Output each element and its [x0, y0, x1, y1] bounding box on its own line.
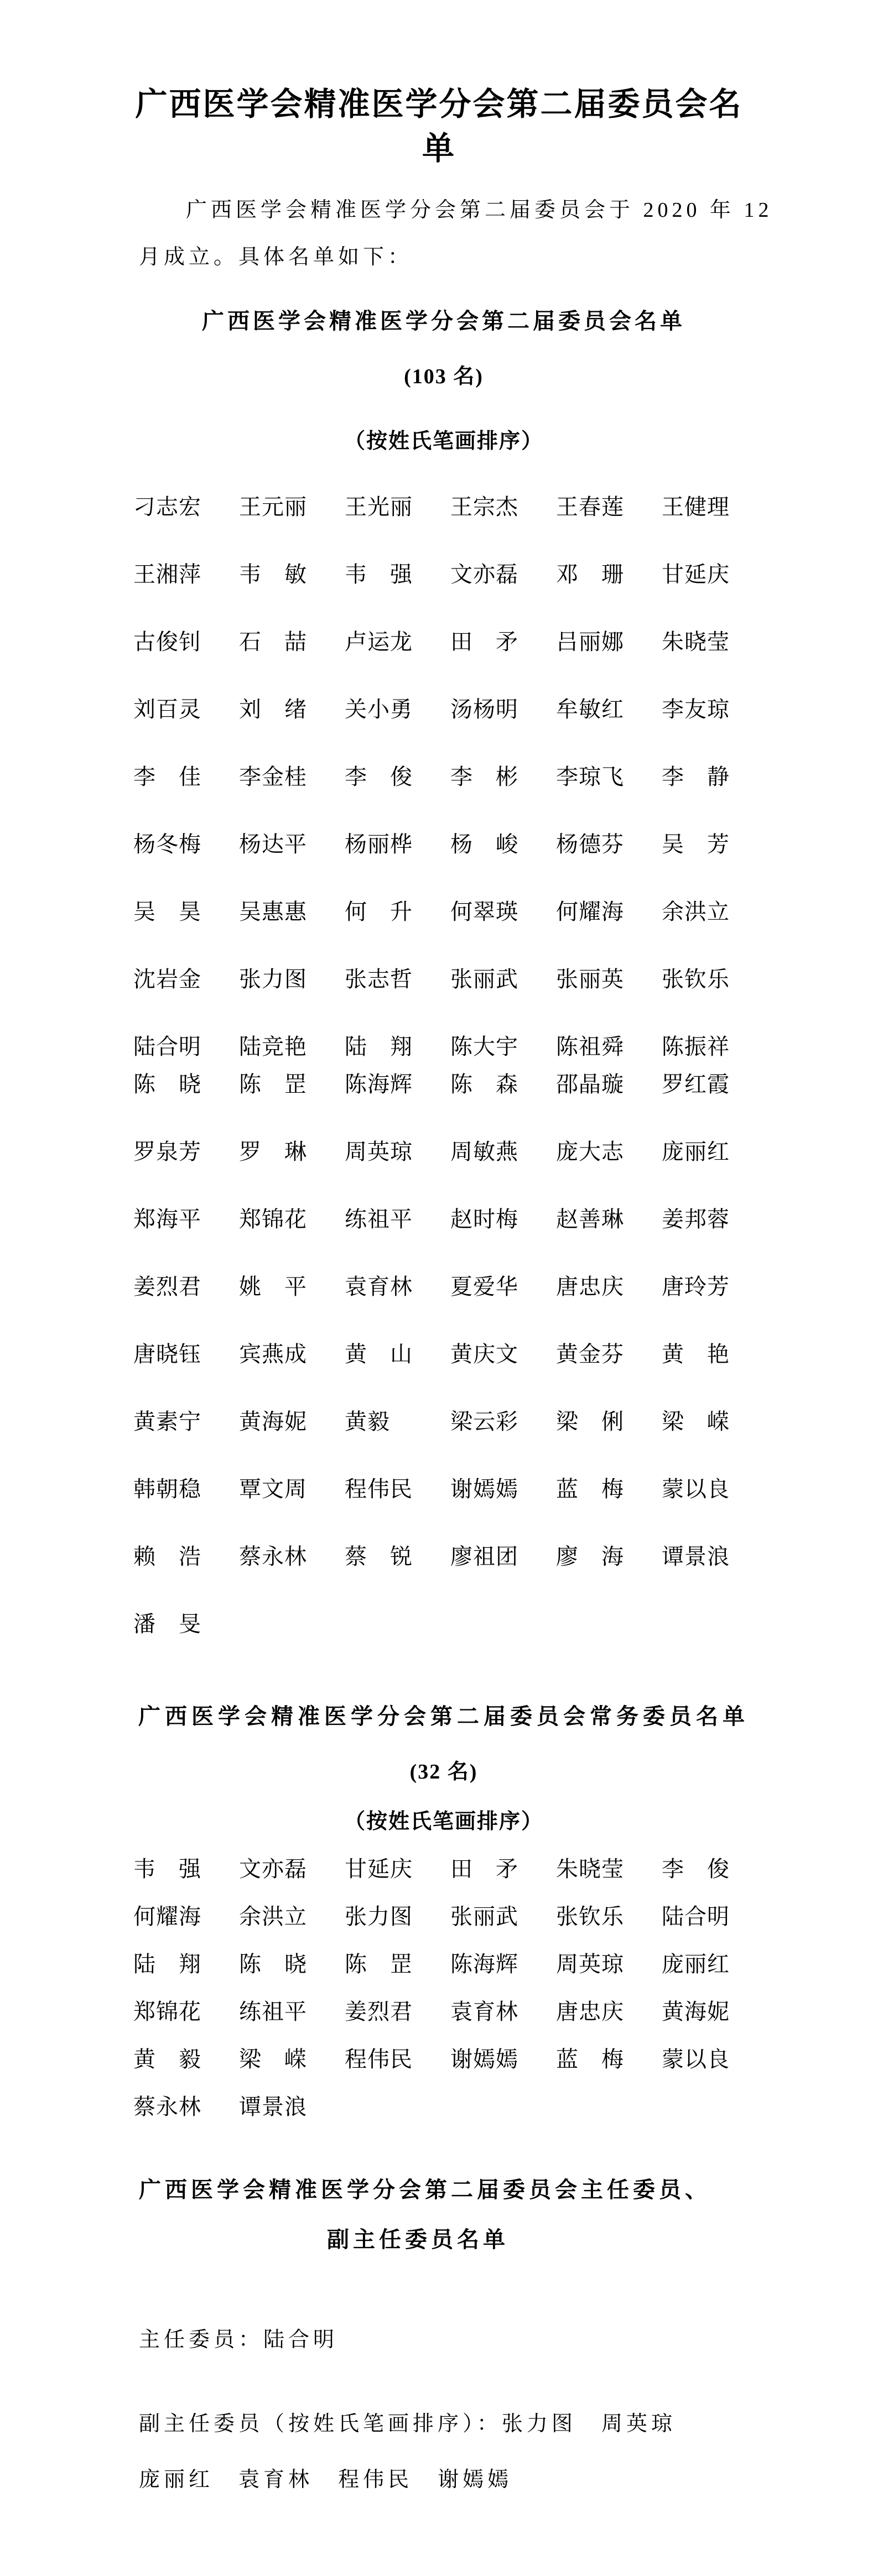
member-name: 沈岩金 [133, 967, 201, 992]
member-row [133, 1139, 864, 1165]
member-name: 程伟民 [345, 2047, 413, 2072]
chair-name: 陆合明 [263, 2328, 339, 2351]
member-name: 陈 森 [450, 1072, 518, 1097]
member-name: 谢嫣嫣 [450, 1477, 518, 1501]
member-name: 刁志宏 [133, 494, 201, 519]
member-name: 陆 翔 [345, 1034, 413, 1059]
member-name: 张丽英 [556, 967, 624, 992]
member-name: 田 矛 [450, 629, 518, 654]
member-name: 陈振祥 [662, 1034, 730, 1059]
member-name: 杨 峻 [450, 832, 518, 857]
standing-sort-wrap [139, 1806, 749, 1837]
member-name: 唐晓钰 [133, 1342, 201, 1367]
member-name: 蔡永林 [239, 1544, 307, 1569]
member-name: 黄海妮 [239, 1409, 307, 1434]
member-row [133, 1611, 864, 1638]
committee-sort-wrap [139, 426, 749, 457]
member-name: 谭景浪 [662, 1544, 730, 1569]
member-name: 王春莲 [556, 494, 624, 519]
member-name: 庞大志 [556, 1139, 624, 1164]
member-row [133, 629, 864, 655]
member-name: 梁 俐 [556, 1409, 624, 1434]
member-name: 田 矛 [450, 1857, 518, 1881]
member-row [133, 831, 864, 858]
member-name: 李 俊 [345, 764, 413, 789]
member-name: 韦 强 [345, 562, 413, 587]
member-name: 余洪立 [662, 899, 730, 924]
intro-line-2: 月成立。具体名单如下： [139, 246, 413, 269]
member-row [133, 899, 864, 925]
member-name: 甘延庆 [662, 562, 730, 587]
member-name: 陈海辉 [450, 1952, 518, 1977]
member-name: 陈 晓 [239, 1952, 307, 1977]
member-name: 韦 强 [133, 1857, 201, 1881]
member-name: 梁 嵘 [239, 2047, 307, 2072]
member-name: 何翠瑛 [450, 899, 518, 924]
member-name: 何 升 [345, 899, 413, 924]
member-name: 王元丽 [239, 494, 307, 519]
vice-chair-name: 谢嫣嫣 [438, 2468, 513, 2491]
member-name: 罗红霞 [662, 1072, 730, 1097]
standing-section-heading: 广西医学会精准医学分会第二届委员会常务委员名单 [138, 1704, 749, 1729]
member-name: 陆合明 [133, 1034, 201, 1059]
member-name: 姜烈君 [133, 1274, 201, 1299]
member-row [133, 966, 864, 993]
member-name: 梁 嵘 [662, 1409, 730, 1434]
member-name: 练祖平 [345, 1207, 413, 1232]
intro-line-1: 广西医学会精准医学分会第二届委员会于 2020 年 12 [186, 199, 773, 222]
member-name: 杨达平 [239, 832, 307, 857]
member-name: 赵时梅 [450, 1207, 518, 1232]
standing-section-heading-wrap [139, 1701, 749, 1732]
member-name: 罗 琳 [239, 1139, 307, 1164]
member-row [133, 1951, 864, 1978]
member-name: 汤杨明 [450, 697, 518, 722]
member-name: 陈 罡 [239, 1072, 307, 1097]
member-name: 李 彬 [450, 764, 518, 789]
chair-label: 主任委员： [139, 2328, 264, 2351]
member-name: 宾燕成 [239, 1342, 307, 1367]
standing-sort-note: （按姓氏笔画排序） [344, 1810, 543, 1833]
member-row [133, 1904, 864, 1930]
member-row [133, 1071, 864, 1098]
member-name: 石 喆 [239, 629, 307, 654]
leaders-section-heading [139, 2175, 749, 2255]
member-row [133, 1274, 864, 1300]
member-row [133, 2094, 864, 2120]
member-name: 罗泉芳 [133, 1139, 201, 1164]
member-name: 唐忠庆 [556, 1274, 624, 1299]
member-name: 邓 珊 [556, 562, 624, 587]
member-name: 蒙以良 [662, 1477, 730, 1501]
member-name: 杨冬梅 [133, 832, 201, 857]
standing-count-wrap [139, 1756, 749, 1787]
member-row [133, 1856, 864, 1883]
member-row [133, 494, 864, 520]
vice-chair-names-group-1 [502, 2412, 676, 2436]
member-name: 文亦磊 [239, 1857, 307, 1881]
member-name: 谭景浪 [239, 2094, 307, 2119]
member-row [133, 1206, 864, 1233]
standing-count-note: (32 名) [409, 1760, 478, 1784]
member-name: 李 佳 [133, 764, 201, 789]
member-name: 朱晓莹 [556, 1857, 624, 1881]
member-name: 王光丽 [345, 494, 413, 519]
member-name: 廖 海 [556, 1544, 624, 1569]
committee-count-note: (103 名) [404, 365, 484, 388]
committee-sort-note: （按姓氏笔画排序） [344, 430, 543, 453]
member-name: 牟敏红 [556, 697, 624, 722]
vice-chair-line-2 [139, 2467, 878, 2493]
chair-line [139, 2327, 878, 2353]
member-name: 姜邦蓉 [662, 1207, 730, 1232]
member-name: 谢嫣嫣 [450, 2047, 518, 2072]
member-name: 蔡永林 [133, 2094, 201, 2119]
member-name: 关小勇 [345, 697, 413, 722]
member-row [133, 696, 864, 723]
member-name: 杨德芬 [556, 832, 624, 857]
vice-chair-label: 副主任委员（按姓氏笔画排序）： [139, 2412, 502, 2436]
member-name: 姜烈君 [345, 1999, 413, 2024]
member-name: 黄金芬 [556, 1342, 624, 1367]
member-name: 张志哲 [345, 967, 413, 992]
member-name: 刘百灵 [133, 697, 201, 722]
member-name: 张丽武 [450, 1904, 518, 1929]
committee-section-heading-wrap [139, 306, 749, 337]
member-name: 赵善琳 [556, 1207, 624, 1232]
member-name: 吕丽娜 [556, 629, 624, 654]
member-name: 李 静 [662, 764, 730, 789]
member-name: 陆合明 [662, 1904, 730, 1929]
member-name: 李琼飞 [556, 764, 624, 789]
member-name: 李友琼 [662, 697, 730, 722]
member-name: 刘 绪 [239, 697, 307, 722]
member-row [133, 1034, 864, 1060]
member-name: 庞丽红 [662, 1139, 730, 1164]
committee-count-wrap [139, 361, 749, 392]
member-name: 潘 旻 [133, 1612, 201, 1636]
member-row [133, 1341, 864, 1368]
member-name: 蓝 梅 [556, 2047, 624, 2072]
member-name: 庞丽红 [662, 1952, 730, 1977]
member-name: 李 俊 [662, 1857, 730, 1881]
member-name: 陈 罡 [345, 1952, 413, 1977]
member-name: 覃文周 [239, 1477, 307, 1501]
member-row [133, 561, 864, 588]
member-name: 蓝 梅 [556, 1477, 624, 1501]
member-name: 黄 艳 [662, 1342, 730, 1367]
member-name: 陈海辉 [345, 1072, 413, 1097]
member-name: 赖 浩 [133, 1544, 201, 1569]
member-name: 梁云彩 [450, 1409, 518, 1434]
member-name: 练祖平 [239, 1999, 307, 2024]
vice-chair-name: 庞丽红 [139, 2468, 214, 2491]
leaders-heading-line-1: 广西医学会精准医学分会第二届委员会主任委员、 [139, 2177, 711, 2202]
member-name: 王健理 [662, 494, 730, 519]
member-name: 王宗杰 [450, 494, 518, 519]
member-row [133, 1543, 864, 1570]
member-name: 黄毅 [345, 1409, 390, 1434]
member-name: 甘延庆 [345, 1857, 413, 1881]
member-name: 古俊钊 [133, 629, 201, 654]
member-name: 文亦磊 [450, 562, 518, 587]
member-name: 吴 芳 [662, 832, 730, 857]
member-name: 袁育林 [345, 1274, 413, 1299]
committee-member-grid [133, 494, 864, 1638]
member-name: 卢运龙 [345, 629, 413, 654]
member-name: 夏爱华 [450, 1274, 518, 1299]
leaders-heading-line-2: 副主任委员名单 [327, 2227, 509, 2252]
member-name: 陆 翔 [133, 1952, 201, 1977]
vice-chair-name: 袁育林 [238, 2468, 314, 2491]
member-name: 韩朝稳 [133, 1477, 201, 1501]
member-name: 张力图 [345, 1904, 413, 1929]
member-name: 吴惠惠 [239, 899, 307, 924]
intro-paragraph [139, 187, 773, 281]
member-name: 陈祖舜 [556, 1034, 624, 1059]
member-name: 朱晓莹 [662, 629, 730, 654]
standing-member-grid [133, 1856, 864, 2120]
member-row [133, 2046, 864, 2073]
member-name: 蒙以良 [662, 2047, 730, 2072]
member-row [133, 764, 864, 790]
member-name: 黄 毅 [133, 2047, 201, 2072]
member-name: 周英琼 [345, 1139, 413, 1164]
document-title [0, 82, 878, 171]
member-name: 何耀海 [556, 899, 624, 924]
member-name: 程伟民 [345, 1477, 413, 1501]
member-name: 郑锦花 [133, 1999, 201, 2024]
document-title-line-1: 广西医学会精准医学分会第二届委员会名 [135, 86, 743, 122]
member-name: 余洪立 [239, 1904, 307, 1929]
member-name: 陈 晓 [133, 1072, 201, 1097]
member-name: 姚 平 [239, 1274, 307, 1299]
member-name: 吴 昊 [133, 899, 201, 924]
member-name: 张力图 [239, 967, 307, 992]
member-row [133, 1999, 864, 2025]
member-name: 郑锦花 [239, 1207, 307, 1232]
member-name: 张钦乐 [662, 967, 730, 992]
member-name: 杨丽桦 [345, 832, 413, 857]
member-row [133, 1409, 864, 1435]
vice-chair-name: 张力图 [502, 2412, 577, 2436]
member-name: 王湘萍 [133, 562, 201, 587]
committee-section-heading: 广西医学会精准医学分会第二届委员会名单 [202, 309, 685, 333]
vice-chair-name: 周英琼 [601, 2412, 677, 2436]
member-name: 郑海平 [133, 1207, 201, 1232]
member-name: 周敏燕 [450, 1139, 518, 1164]
member-name: 张钦乐 [556, 1904, 624, 1929]
member-name: 李金桂 [239, 764, 307, 789]
member-name: 陈大宇 [450, 1034, 518, 1059]
member-name: 陆竞艳 [239, 1034, 307, 1059]
member-name: 韦 敏 [239, 562, 307, 587]
member-name: 黄素宁 [133, 1409, 201, 1434]
vice-chair-name: 程伟民 [338, 2468, 413, 2491]
member-name: 蔡 锐 [345, 1544, 413, 1569]
member-name: 张丽武 [450, 967, 518, 992]
member-name: 黄 山 [345, 1342, 413, 1367]
member-name: 黄庆文 [450, 1342, 518, 1367]
member-name: 袁育林 [450, 1999, 518, 2024]
member-name: 唐玲芳 [662, 1274, 730, 1299]
member-name: 邵晶璇 [556, 1072, 624, 1097]
member-name: 周英琼 [556, 1952, 624, 1977]
member-name: 廖祖团 [450, 1544, 518, 1569]
vice-chair-line-1 [139, 2411, 878, 2437]
member-name: 唐忠庆 [556, 1999, 624, 2024]
member-row [133, 1476, 864, 1503]
member-name: 黄海妮 [662, 1999, 730, 2024]
document-title-line-2: 单 [422, 131, 456, 166]
member-name: 何耀海 [133, 1904, 201, 1929]
